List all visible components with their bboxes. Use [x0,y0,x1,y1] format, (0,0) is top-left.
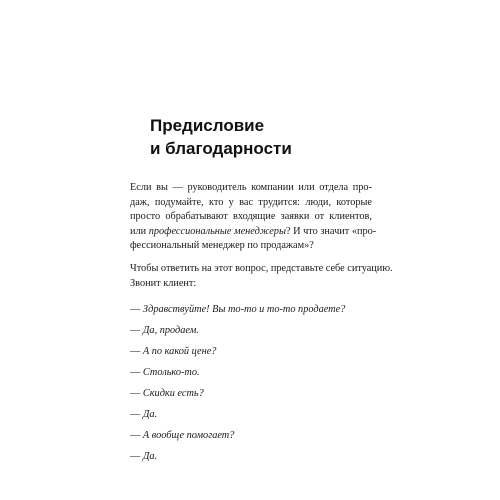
chapter-title-line-1: Предисловие [150,116,265,135]
dialog-text: А по какой цене? [142,346,217,358]
dialog-line [130,387,372,408]
dialog-line [130,366,372,387]
dialog-line [130,429,372,450]
dialog-line [130,324,372,345]
emphasis-text: профессиональные менеджеры [148,225,286,237]
dialog-text: Да. [142,409,158,421]
dialog-dash: — [130,346,141,358]
dialog-text: Здравствуйте! Вы то-то и то-то продаете? [142,304,346,316]
dialog-line [130,345,372,366]
paragraph-situation [130,262,393,291]
dialog-line [130,450,372,471]
dialog-text: Да. [142,451,158,463]
chapter-title [150,114,410,160]
dialog-dash: — [130,388,141,400]
paragraph-line: Звонит клиент: [130,277,197,289]
paragraph-line: даж, подумайте, кто у вас трудится: люди, которые [130,196,372,208]
dialog-dash: — [130,367,141,379]
chapter-title-line-2: и благодарности [150,139,292,158]
dialog-list [130,303,372,471]
paragraph-intro [130,181,377,254]
dialog-text: Скидки есть? [142,388,204,400]
paragraph-line: фессиональный менеджер по продажам»? [130,240,314,252]
dialog-line [130,303,372,324]
paragraph-line: Чтобы ответить на этот вопрос, представьте себе ситуацию. [130,262,393,274]
dialog-dash: — [130,430,141,442]
paragraph-line-mixed [130,225,377,240]
paragraph-line: просто обрабатывают входящие заявки от клиентов, [130,211,372,223]
chapter-body [130,181,393,471]
paragraph-line: Если вы — руководитель компании или отдела про- [130,182,372,193]
dialog-line [130,408,372,429]
dialog-text: Столько-то. [142,367,200,379]
dialog-text: Да, продаем. [142,325,199,337]
paragraph-text: ? И что значит «про- [285,225,377,237]
dialog-dash: — [130,304,141,316]
dialog-dash: — [130,409,141,421]
dialog-dash: — [130,451,141,463]
paragraph-text: или [130,225,149,237]
dialog-dash: — [130,325,141,337]
dialog-text: А вообще помогает? [142,430,235,442]
